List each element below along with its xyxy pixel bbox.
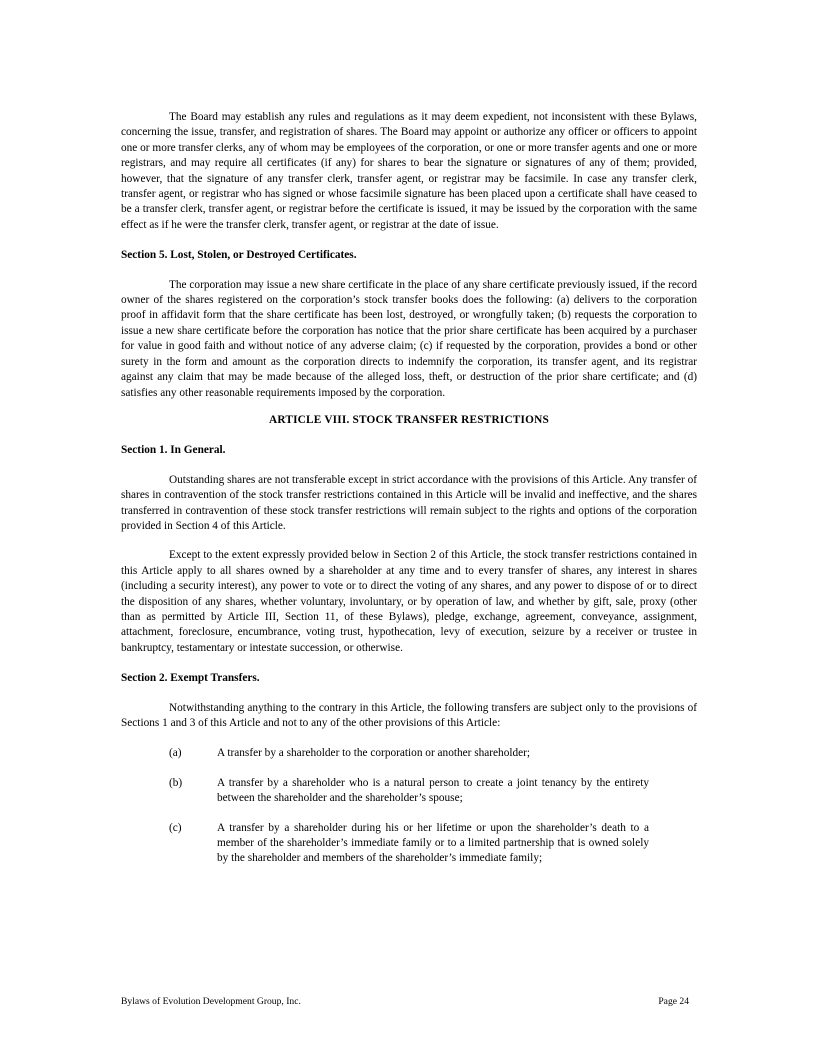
list-item-text: A transfer by a shareholder who is a natural person to create a joint tenancy by the entirety between the shareholder and the shareholder’s spouse; (217, 776, 649, 805)
footer-page-number: Page 24 (658, 996, 689, 1007)
document-page (121, 110, 697, 867)
list-item (121, 746, 697, 761)
paragraph-section-2: Notwithstanding anything to the contrary in this Article, the following transfers are subject only to the provisions of Sections 1 and 3 of this Article and not to any of the other provisions of this Article: (121, 701, 697, 729)
paragraph-board-rules: The Board may establish any rules and regulations as it may deem expedient, not inconsistent with these Bylaws, concerning the issue, transfer, and registration of shares. The Board may appoint or authorize any officer or officers to appoint one or more transfer clerks, any of whom may be employees of the corporation, or one or more transfer agents and one or more registrars, and may require all certificates (if any) for shares to bear the signature or signatures of any of them; provided, however, that the signature of any transfer clerk, transfer agent, or registrar may be facsimile. In case any transfer clerk, transfer agent, or registrar who has signed or whose facsimile signature has been placed upon a certificate shall have ceased to be a transfer clerk, transfer agent, or registrar before the certificate is issued, it may be issued by the corporation with the same effect as if he were the transfer clerk, transfer agent, or registrar at the date of issue. (121, 111, 697, 231)
list-item-text: A transfer by a shareholder during his or her lifetime or upon the shareholder’s death to a member of the shareholder’s immediate family or to a limited partnership that is owned solely by the shareholder and members of the shareholder’s immediate family; (217, 821, 649, 865)
list-item-label: (c) (169, 821, 182, 834)
article-viii-heading: ARTICLE VIII. STOCK TRANSFER RESTRICTIONS (269, 413, 549, 426)
paragraph-section-5: The corporation may issue a new share certificate in the place of any share certificate previously issued, if the record owner of the shares registered on the corporation’s stock transfer books does the following: (a) delivers to the corporation proof in affidavit form that the share certificate has been lost, destroyed, or wrongfully taken; (b) requests the corporation to issue a new share certificate before the corporation has notice that the prior share certificate has been acquired by a purchaser for value in good faith and without notice of any adverse claim; (c) if requested by the corporation, provides a bond or other surety in the form and amount as the corporation directs to indemnify the corporation, its transfer agent, and its registrar against any claim that may be made because of the alleged loss, theft, or destruction of the prior share certificate; and (d) satisfies any other reasonable requirements imposed by the corporation. (121, 278, 697, 399)
section-1-heading: Section 1. In General. (121, 444, 226, 457)
exempt-transfers-list (121, 746, 697, 866)
list-item (121, 821, 697, 867)
list-item (121, 776, 697, 807)
section-5-heading: Section 5. Lost, Stolen, or Destroyed Certificates. (121, 249, 357, 262)
paragraph-section-1-a: Outstanding shares are not transferable except in strict accordance with the provisions of this Article. Any transfer of shares in contravention of the stock transfer restrictions contained in this Article will be invalid and ineffective, and the shares transferred in contravention of these stock transfer restrictions will remain subject to the rights and options of the corporation provided in Section 4 of this Article. (121, 473, 697, 532)
list-item-text: A transfer by a shareholder to the corporation or another shareholder; (217, 747, 531, 760)
footer-document-title: Bylaws of Evolution Development Group, Inc. (121, 996, 301, 1007)
list-item-label: (b) (169, 776, 183, 789)
list-item-label: (a) (169, 747, 182, 760)
paragraph-section-1-b: Except to the extent expressly provided below in Section 2 of this Article, the stock transfer restrictions contained in this Article apply to all shares owned by a shareholder at any time and to every transfer of shares, any interest in shares (including a security interest), any power to vote or to direct the voting of any shares, and any power to dispose of or to direct the disposition of any shares, whether voluntary, involuntary, or by operation of law, and whether by gift, sale, proxy (other than as permitted by Article III, Section 11, of these Bylaws), pledge, exchange, agreement, conveyance, assignment, attachment, foreclosure, encumbrance, voting trust, hypothecation, levy of execution, seizure by a receiver or trustee in bankruptcy, testamentary or intestate succession, or otherwise. (121, 549, 697, 654)
page-footer (121, 996, 689, 1007)
section-2-heading: Section 2. Exempt Transfers. (121, 672, 260, 685)
